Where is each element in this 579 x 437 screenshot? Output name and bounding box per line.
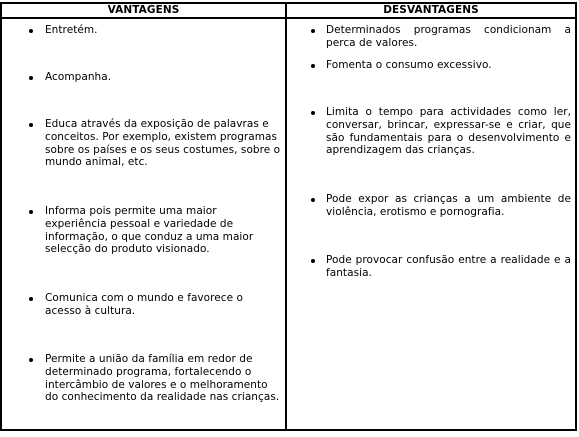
list-item-text: Fomenta o consumo excessivo. [326, 59, 492, 71]
header-row [1, 3, 576, 18]
list-item [287, 106, 571, 157]
list-item-text: Informa pois permite uma maior experiência pessoal e variedade de informação, o que conduz a uma maior selecção do produto visionado. [45, 205, 254, 256]
list-item-text: Comunica com o mundo e favorece o acesso à cultura. [45, 292, 244, 317]
bullet-icon [29, 358, 33, 362]
bullet-icon [29, 29, 33, 33]
list-item [2, 292, 281, 318]
desvantagens-list [287, 19, 575, 429]
list-item [287, 193, 571, 219]
bullet-icon [29, 123, 33, 127]
header-desvantagens: DESVANTAGENS [286, 3, 576, 18]
bullet-icon [311, 29, 315, 33]
vantagens-list [2, 19, 285, 429]
list-item [2, 24, 281, 37]
bullet-icon [311, 111, 315, 115]
bullet-icon [29, 297, 33, 301]
vantagens-cell [1, 18, 286, 430]
desvantagens-cell [286, 18, 576, 430]
header-vantagens: VANTAGENS [1, 3, 286, 18]
list-item-text: Determinados programas condicionam a perca de valores. [326, 24, 571, 49]
list-item-text: Pode expor as crianças a um ambiente de violência, erotismo e pornografia. [326, 193, 571, 218]
bullet-icon [29, 210, 33, 214]
list-item-text: Educa através da exposição de palavras e conceitos. Por exemplo, existem programas sobre os países e os seus costumes, sobre o mundo animal, etc. [45, 118, 281, 169]
content-row [1, 18, 576, 430]
list-item-text: Acompanha. [45, 71, 112, 83]
list-item-text: Pode provocar confusão entre a realidade e a fantasia. [326, 254, 571, 279]
list-item [287, 59, 571, 72]
list-item-text: Limita o tempo para actividades como ler, conversar, brincar, expressar-se e criar, que são fundamentais para o desenvolvimento e aprendizagem das crianças. [326, 106, 571, 157]
list-item [2, 353, 281, 404]
list-item [287, 24, 571, 50]
list-item [2, 205, 281, 256]
list-item [2, 71, 281, 84]
bullet-icon [311, 198, 315, 202]
list-item [287, 254, 571, 280]
advantages-disadvantages-table [0, 2, 577, 431]
bullet-icon [311, 64, 315, 68]
bullet-icon [311, 259, 315, 263]
list-item-text: Entretém. [45, 24, 98, 36]
bullet-icon [29, 76, 33, 80]
list-item-text: Permite a união da família em redor de determinado programa, fortalecendo o intercâmbio de valores e o melhoramento do conhecimento da realidade nas crianças. [45, 353, 280, 404]
list-item [2, 118, 281, 169]
